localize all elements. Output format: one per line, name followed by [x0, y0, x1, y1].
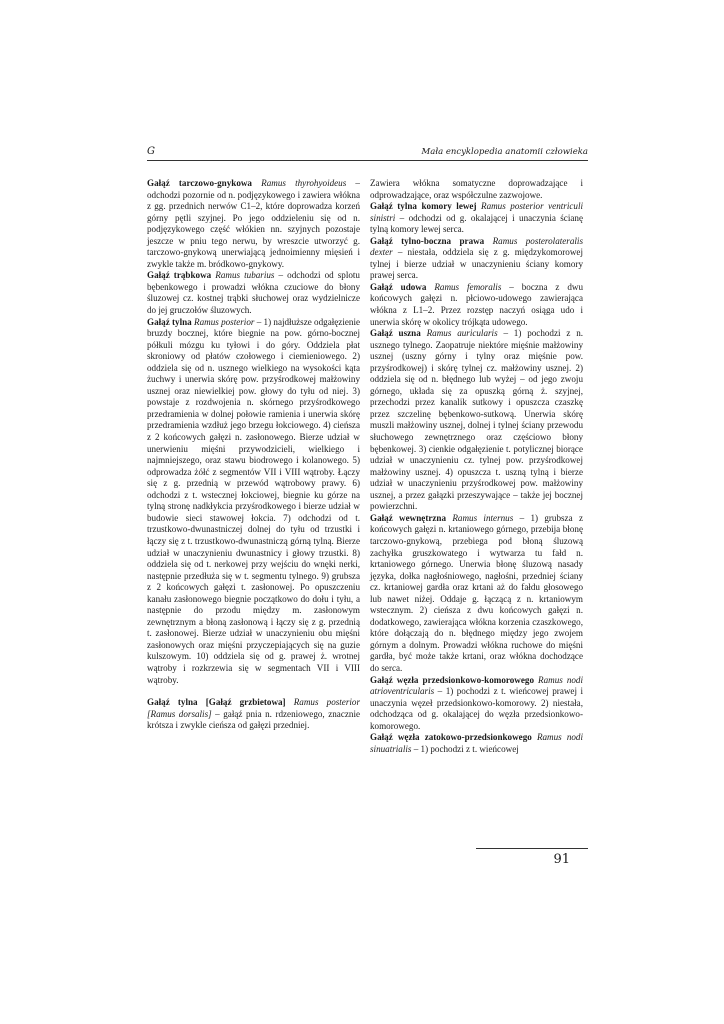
- entry-text: – 1) najdłuższe odgałęzienie bruzdy bocznej, które biegnie na pow. górno-bocznej półkuli mózgu ku tyłowi i do góry. Oddziela płat skroniowy od płatów czołowego i ciemieniowego. 2) oddziela się od n. usznego wielkiego na wysokości kąta żuchwy i unerwia skórę pow. przyśrodkowej małżowiny usznej oraz niewielkiej pow. głowy do tyłu od niej. 3) powstaje z rozdwojenia n. skórnego przyśrodkowego przedramienia w dolnej połowie ramienia i unerwia skórę przedramienia wzdłuż jego brzegu łokciowego. 4) cieńsza z 2 końcowych gałęzi n. zasłonowego. Bierze udział w unerwieniu mięśni przywodzicieli, wielkiego i najmniejszego, oraz stawu biodrowego i kolanowego. 5) odprowadza żółć z segmentów VII i VIII wątroby. Łączy się z g. przednią w przewód wątrobowy prawy. 6) odchodzi z t. wstecznej łokciowej, biegnie ku górze na tylną stronę nadkłykcia przyśrodkowego i bierze udział w budowie sieci stawowej łokcia. 7) odchodzi od t. trzustkowo-dwunastniczej dolnej do tyłu od trzustki i łączy się z t. trzustkowo-dwunastniczą górną tylną. Bierze udział w unaczynieniu dwunastnicy i głowy trzustki. 8) oddziela się od t. nerkowej przy wejściu do wnęki nerki, następnie przedłuża się w t. segmentu tylnego. 9) grubsza z 2 końcowych gałęzi t. zasłonowej. Po opuszczeniu kanału zasłonowego biegnie początkowo do dołu i tyłu, a następnie do przodu między m. zasłonowym zewnętrznym a błoną zasłonową i łączy się z g. przednią t. zasłonowej. Bierze udział w unaczynieniu obu mięśni zasłonowych oraz mięśni przyczepiających się na guzie kulszowym. 10) oddziela się od g. prawej ż. wrotnej wątroby i rozkrzewia się w segmentach VII i VIII wątroby.: [147, 316, 361, 685]
- entry-latin: Ramus posterior [Ramus dorsalis]: [147, 697, 360, 719]
- right-column: [370, 178, 583, 755]
- entry-latin: Ramus nodi atrioventricularis: [370, 674, 583, 697]
- entry-text: – 1) grubsza z końcowych gałęzi n. krtaniowego górnego, przebija błonę tarczowo-gnykową, przebiega pod błoną śluzową zachyłka gruszkowatego i wytwarza tu fałd n. krtaniowego górnego. Unerwia błonę śluzową nasady języka, dołka nagłośniowego, nagłośni, przedniej ściany cz. krtaniowej gardła oraz krtani aż do fałdu głosowego lub nawet niżej. Oddaje g. łączącą z n. krtaniowym wstecznym. 2) cieńsza z dwu końcowych gałęzi n. dodatkowego, zawierająca włókna korzenia czaszkowego, które dołączają do n. błędnego między jego zwojem górnym a dolnym. Prowadzi włókna ruchowe do mięśni gardła, być może także krtani, oraz włókna dochodzące do serca.: [370, 512, 583, 673]
- entry-text: – boczna z dwu końcowych gałęzi n. płciowo-udowego zawierająca włókna z L1–2. Przez rozstęp naczyń osiąga udo i unerwia skórę w okolicy trójkąta udowego.: [370, 281, 584, 327]
- entry-galaz-uszna: [370, 328, 583, 513]
- entry-latin: Ramus nodi sinuatrialis: [370, 732, 584, 754]
- section-letter: G: [147, 146, 155, 157]
- entry-galaz-tylna: [147, 317, 360, 687]
- entry-latin: Ramus femoralis: [434, 281, 502, 292]
- entry-latin: Ramus auricularis: [426, 328, 498, 339]
- entry-text: – odchodzi pozornie od n. podjęzykowego i zawiera włókna z gg. przednich nerwów C1–2, które doprowadza korzeń górny pętli szyjnej. Po jego oddzieleniu się od n. podjęzykowego część włókien nn. szyjnych pozostaje jeszcze w pniu tego nerwu, by wreszcie utworzyć g. tarczowo-gnykową unerwiającą jednoimienny mięsień i zwykle także m. bródkowo-gnykowy.: [147, 178, 360, 269]
- entry-latin: Ramus posterolateralis dexter: [370, 235, 583, 258]
- entry-latin: Ramus internus: [452, 512, 514, 523]
- entry-term: Gałąź uszna: [370, 328, 421, 339]
- entry-continuation: [370, 178, 583, 201]
- page-number: 91: [553, 852, 570, 867]
- entry-term: Gałąź tylno-boczna prawa: [370, 235, 485, 246]
- entry-term: Gałąź tylna komory lewej: [370, 201, 477, 212]
- entry-latin: Ramus posterior: [194, 316, 255, 327]
- entry-text: – 1) pochodzi z n. usznego tylnego. Zaopatruje niektóre mięśnie małżowiny usznej (uszny górny i tylny oraz mięśnie pow. przyśrodkowej) i skórę tylnej cz. małżowiny usznej. 2) oddziela się od n. błędnego lub wyżej – od jego zwoju górnego, układa się za opuszką górną ż. szyjnej, przechodzi przez kanalik sutkowy i opuszcza czaszkę przez szczelinę bębenkowo-sutkową. Unerwia skórę muszli małżowiny usznej, dolnej i tylnej ściany przewodu słuchowego zewnętrznego oraz częściowo błony bębenkowej. 3) cienkie odgałęzienie t. potylicznej biorące udział w unaczynieniu cz. tylnej pow. przyśrodkowej małżowiny usznej. 4) opuszcza t. uszną tylną i bierze udział w unaczynieniu przyśrodkowej pow. małżowiny usznej, a przez gałązki przeszywające – także jej bocznej powierzchni.: [370, 328, 584, 512]
- entry-text: – 1) pochodzi z t. wieńcowej: [411, 743, 519, 754]
- running-header-title: Mała encyklopedia anatomii człowieka: [421, 147, 588, 157]
- entry-galaz-udowa: [370, 282, 583, 328]
- entry-galaz-tylna-komory-lewej: [370, 201, 583, 236]
- entry-galaz-wezla-przedsionkowo-komorowego: [370, 675, 583, 733]
- entry-text: – 1) pochodzi z t. wieńcowej prawej i unaczynia węzeł przedsionkowo-komorowy. 2) niestała, odchodząca od g. okalającej do węzła przedsionkowo-komorowego.: [370, 686, 583, 731]
- entry-text: Zawiera włókna somatyczne doprowadzające i odprowadzające, oraz współczulne zazwojowe.: [370, 178, 583, 200]
- entry-term: Gałąź wewnętrzna: [370, 512, 447, 523]
- entry-latin: Ramus tubarius: [215, 270, 275, 281]
- entry-latin: Ramus posterior ventriculi sinistri: [370, 201, 583, 223]
- entry-term: Gałąź trąbkowa: [147, 270, 212, 281]
- entry-term: Gałąź węzła zatokowo-przedsionkowego: [370, 732, 532, 743]
- entry-latin: Ramus thyrohyoideus: [261, 178, 347, 188]
- footer-rule: [476, 848, 588, 849]
- entry-term: Gałąź tylna: [147, 316, 192, 327]
- entry-galaz-trabkowa: [147, 270, 360, 316]
- entry-term: Gałąź tylna [Gałąź grzbietowa]: [147, 697, 286, 708]
- entry-text: – odchodzi od splotu bębenkowego i prowadzi włókna czuciowe do błony śluzowej cz. kostnej trąbki słuchowej oraz wydzielnicze do jej gruczołów śluzowych.: [147, 270, 360, 316]
- entry-term: Gałąź udowa: [370, 281, 427, 292]
- entry-galaz-tylna-grzbietowa: [147, 697, 360, 732]
- left-column: [147, 178, 360, 732]
- entry-galaz-tylno-boczna-prawa: [370, 236, 583, 282]
- entry-galaz-wezla-zatokowo-przedsionkowego: [370, 732, 583, 755]
- entry-text: – niestała, oddziela się z g. międzykomorowej tylnej i bierze udział w unaczynieniu ściany komory prawej serca.: [370, 247, 583, 281]
- entry-galaz-wewnetrzna: [370, 513, 583, 675]
- entry-text: – odchodzi od g. okalającej i unaczynia ścianę tylną komory lewej serca.: [370, 212, 583, 235]
- header-rule: [147, 160, 588, 161]
- entry-term: Gałąź tarczowo-gnykowa: [147, 178, 252, 188]
- entry-text: – gałąź pnia n. rdzeniowego, znacznie krótsza i zwykle cieńsza od gałęzi przedniej.: [147, 708, 361, 731]
- entry-term: Gałąź węzła przedsionkowo-komorowego: [370, 674, 534, 685]
- entry-galaz-tarczowo-gnykowa: [147, 178, 360, 270]
